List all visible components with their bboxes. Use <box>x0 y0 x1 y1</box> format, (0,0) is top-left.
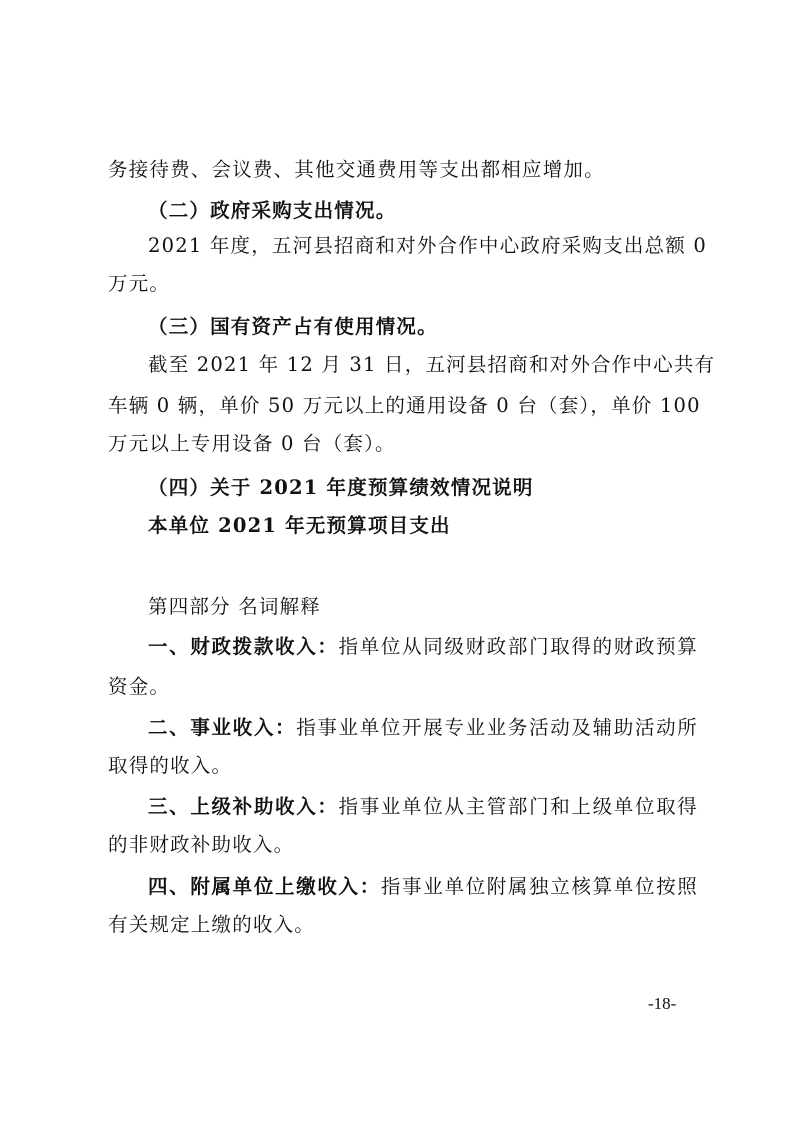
paragraph-line: 截至 2021 年 12 月 31 日，五河县招商和对外合作中心共有 <box>148 353 716 376</box>
term-line <box>148 793 698 821</box>
section-heading-assets: （三）国有资产占有使用情况。 <box>148 315 438 338</box>
term-line <box>148 714 698 742</box>
paragraph-line: 本单位 2021 年无预算项目支出 <box>148 514 451 537</box>
term-line <box>148 873 698 901</box>
term-text: 指事业单位开展专业业务活动及辅助活动所 <box>296 716 698 739</box>
paragraph-line: 万元。 <box>108 272 171 295</box>
term-text: 指单位从同级财政部门取得的财政预算 <box>338 635 698 658</box>
term-title: 四、附属单位上缴收入： <box>148 875 381 898</box>
term-text: 指事业单位附属独立核算单位按照 <box>380 875 698 898</box>
term-title: 一、财政拨款收入： <box>148 635 339 658</box>
paragraph-line: 2021 年度，五河县招商和对外合作中心政府采购支出总额 0 <box>148 234 707 257</box>
paragraph-line: 万元以上专用设备 0 台（套）。 <box>108 432 396 455</box>
part-title: 第四部分 名词解释 <box>148 595 321 618</box>
section-heading-procurement: （二）政府采购支出情况。 <box>148 199 397 222</box>
term-title: 二、事业收入： <box>148 716 297 739</box>
paragraph-line: 有关规定上缴的收入。 <box>108 913 316 936</box>
paragraph-line: 取得的收入。 <box>108 754 233 777</box>
section-heading-performance: （四）关于 2021 年度预算绩效情况说明 <box>148 476 534 499</box>
paragraph-line: 务接待费、会议费、其他交通费用等支出都相应增加。 <box>108 158 605 181</box>
term-text: 指事业单位从主管部门和上级单位取得 <box>338 795 698 818</box>
paragraph-line: 车辆 0 辆，单价 50 万元以上的通用设备 0 台（套），单价 100 <box>108 394 701 417</box>
term-title: 三、上级补助收入： <box>148 795 339 818</box>
page-number: -18- <box>648 994 677 1013</box>
paragraph-line: 资金。 <box>108 675 171 698</box>
paragraph-line: 的非财政补助收入。 <box>108 833 295 856</box>
term-line <box>148 633 698 661</box>
